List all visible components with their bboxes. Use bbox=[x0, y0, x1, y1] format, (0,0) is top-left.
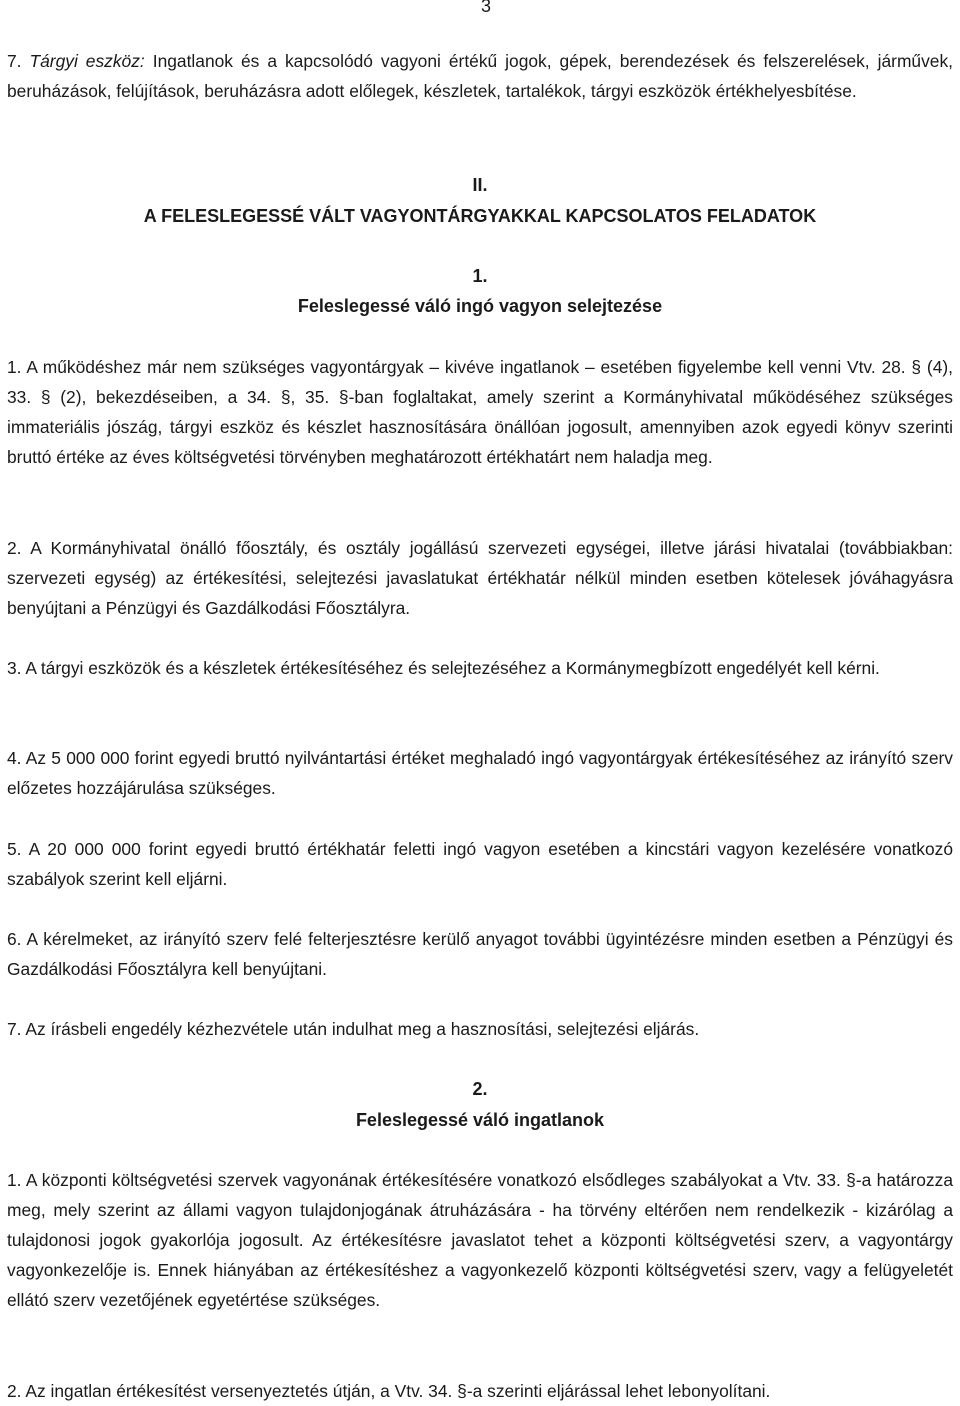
section1-paragraph-3: 3. A tárgyi eszközök és a készletek értékesítéséhez és selejtezéséhez a Kormánymegbízott engedélyét kell kérni. bbox=[7, 658, 880, 678]
intro-paragraph bbox=[7, 46, 953, 106]
intro-text: Ingatlanok és a kapcsolódó vagyoni értékű jogok, gépek, berendezések és felszerelések, járművek, beruházások, felújítások, beruházásra adott előlegek, készletek, tartalékok, tárgyi eszközök értékhelyesbítése. bbox=[7, 51, 953, 101]
chapter-number: II. bbox=[472, 175, 488, 195]
section2-title: Feleslegessé váló ingatlanok bbox=[355, 1110, 605, 1130]
section1-paragraph-1: 1. A működéshez már nem szükséges vagyontárgyak – kivéve ingatlanok – esetében figyelembe kell venni Vtv. 28. § (4), 33. § (2), bekezdéseiben, a 34. §, 35. §-ban foglaltakat, amely szerint a Kormányhivatal működéséhez szükséges immateriális jószág, tárgyi eszköz és készlet hasznosítására önállóan jogosult, amennyiben azok egyedi könyv szerinti bruttó értéke az éves költségvetési törvényben meghatározott értékhatárt nem haladja meg. bbox=[7, 357, 953, 467]
section1-paragraph-5: 5. A 20 000 000 forint egyedi bruttó értékhatár feletti ingó vagyon esetében a kincstári vagyon kezelésére vonatkozó szabályok szerint kell eljárni. bbox=[7, 839, 953, 889]
section1-paragraph-6: 6. A kérelmeket, az irányító szerv felé felterjesztésre kerülő anyagot további ügyintézésre minden esetben a Pénzügyi és Gazdálkodási Főosztályra kell benyújtani. bbox=[7, 929, 953, 979]
chapter-title: A FELESLEGESSÉ VÁLT VAGYONTÁRGYAKKAL KAPCSOLATOS FELADATOK bbox=[143, 206, 817, 226]
section1-number: 1. bbox=[472, 266, 488, 286]
section1-title: Feleslegessé váló ingó vagyon selejtezése bbox=[297, 296, 663, 316]
intro-number: 7. bbox=[7, 51, 22, 71]
section2-paragraph-2: 2. Az ingatlan értékesítést versenyeztetés útján, a Vtv. 34. §-a szerinti eljárással lehet lebonyolítani. bbox=[7, 1381, 771, 1401]
section2-number: 2. bbox=[472, 1079, 488, 1099]
section1-paragraph-4: 4. Az 5 000 000 forint egyedi bruttó nyilvántartási értéket meghaladó ingó vagyontárgyak értékesítéséhez az irányító szerv előzetes hozzájárulása szükséges. bbox=[7, 748, 953, 798]
page-number: 3 bbox=[481, 0, 492, 16]
section1-paragraph-2: 2. A Kormányhivatal önálló főosztály, és osztály jogállású szervezeti egységei, illetve járási hivatalai (továbbiakban: szervezeti egység) az értékesítési, selejtezési javaslatukat értékhatár nélkül minden esetben kötelesek jóváhagyásra benyújtani a Pénzügyi és Gazdálkodási Főosztályra. bbox=[7, 538, 953, 618]
section1-paragraph-7: 7. Az írásbeli engedély kézhezvétele után indulhat meg a hasznosítási, selejtezési eljárás. bbox=[7, 1019, 700, 1039]
section2-paragraph-1: 1. A központi költségvetési szervek vagyonának értékesítésére vonatkozó elsődleges szabályokat a Vtv. 33. §-a határozza meg, mely szerint az állami vagyon tulajdonjogának átruházására - ha törvény eltérően nem rendelkezik - kizárólag a tulajdonosi jogok gyakorlója jogosult. Az értékesítésre javaslatot tehet a központi költségvetési szerv, a vagyontárgy vagyonkezelője is. Ennek hiányában az értékesítéshez a vagyonkezelő központi költségvetési szerv, vagy a felügyeletét ellátó szerv vezetőjének egyetértése szükséges. bbox=[7, 1170, 953, 1310]
intro-term: Tárgyi eszköz: bbox=[29, 51, 145, 71]
